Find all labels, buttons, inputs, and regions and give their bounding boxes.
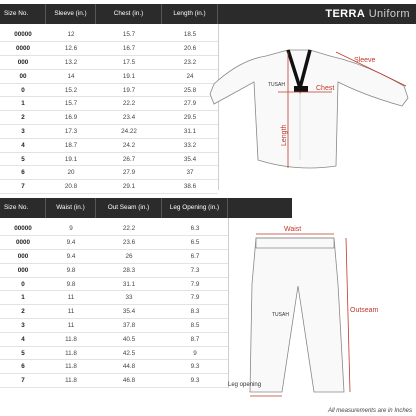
value-cell: 8.5 bbox=[162, 319, 228, 333]
value-cell: 11.8 bbox=[46, 360, 96, 374]
value-cell: 33 bbox=[96, 291, 162, 305]
value-cell: 12 bbox=[46, 28, 96, 42]
jacket-diagram bbox=[206, 42, 416, 182]
chest-label: Chest bbox=[316, 85, 335, 92]
table-row bbox=[0, 291, 228, 305]
value-cell: 9.3 bbox=[162, 360, 228, 374]
header-size-no: Size No. bbox=[0, 198, 46, 218]
value-cell: 27.9 bbox=[96, 166, 162, 180]
size-cell: 6 bbox=[0, 360, 46, 374]
header-out-seam: Out Seam (in.) bbox=[96, 198, 162, 218]
value-cell: 31.1 bbox=[162, 125, 218, 139]
value-cell: 23.6 bbox=[96, 236, 162, 250]
jacket-size-table bbox=[0, 28, 218, 194]
size-cell: 4 bbox=[0, 332, 46, 346]
value-cell: 44.8 bbox=[96, 360, 162, 374]
size-cell: 4 bbox=[0, 138, 46, 152]
table-row bbox=[0, 263, 228, 277]
value-cell: 15.7 bbox=[46, 97, 96, 111]
value-cell: 18.7 bbox=[46, 138, 96, 152]
value-cell: 9.4 bbox=[46, 250, 96, 264]
value-cell: 11.8 bbox=[46, 346, 96, 360]
size-cell: 6 bbox=[0, 166, 46, 180]
table-row bbox=[0, 319, 228, 333]
value-cell: 37 bbox=[162, 166, 218, 180]
value-cell: 20.8 bbox=[46, 180, 96, 194]
table-row bbox=[0, 28, 218, 42]
value-cell: 46.8 bbox=[96, 374, 162, 388]
value-cell: 25.8 bbox=[162, 83, 218, 97]
brand-logo: TERRA Uniform bbox=[325, 8, 410, 20]
table-row bbox=[0, 277, 228, 291]
value-cell: 11.8 bbox=[46, 332, 96, 346]
value-cell: 24.22 bbox=[96, 125, 162, 139]
header-waist: Waist (in.) bbox=[46, 198, 96, 218]
value-cell: 29.5 bbox=[162, 111, 218, 125]
value-cell: 7.9 bbox=[162, 291, 228, 305]
value-cell: 26 bbox=[96, 250, 162, 264]
value-cell: 12.6 bbox=[46, 42, 96, 56]
value-cell: 19.1 bbox=[96, 69, 162, 83]
value-cell: 28.3 bbox=[96, 263, 162, 277]
value-cell: 40.5 bbox=[96, 332, 162, 346]
size-cell: 0000 bbox=[0, 236, 46, 250]
size-cell: 00000 bbox=[0, 222, 46, 236]
svg-text:TUSAH: TUSAH bbox=[272, 312, 289, 318]
jacket-table-header bbox=[0, 4, 416, 24]
value-cell: 11 bbox=[46, 319, 96, 333]
table-row bbox=[0, 250, 228, 264]
value-cell: 20.6 bbox=[162, 42, 218, 56]
value-cell: 7.3 bbox=[162, 263, 228, 277]
value-cell: 31.1 bbox=[96, 277, 162, 291]
size-cell: 3 bbox=[0, 125, 46, 139]
table-row bbox=[0, 166, 218, 180]
value-cell: 9 bbox=[162, 346, 228, 360]
value-cell: 35.4 bbox=[162, 152, 218, 166]
table-row bbox=[0, 374, 228, 388]
length-label: Length bbox=[281, 124, 288, 146]
value-cell: 15.2 bbox=[46, 83, 96, 97]
sleeve-label: Sleeve bbox=[354, 57, 376, 64]
table-row bbox=[0, 222, 228, 236]
value-cell: 33.2 bbox=[162, 138, 218, 152]
size-cell: 000 bbox=[0, 250, 46, 264]
value-cell: 6.3 bbox=[162, 222, 228, 236]
value-cell: 18.5 bbox=[162, 28, 218, 42]
value-cell: 17.3 bbox=[46, 125, 96, 139]
table-row bbox=[0, 152, 218, 166]
value-cell: 20 bbox=[46, 166, 96, 180]
value-cell: 27.9 bbox=[162, 97, 218, 111]
table-row bbox=[0, 236, 228, 250]
size-cell: 000 bbox=[0, 56, 46, 70]
table-row bbox=[0, 83, 218, 97]
value-cell: 19.1 bbox=[46, 152, 96, 166]
measurement-note: All measurements are in Inches bbox=[327, 408, 412, 414]
value-cell: 19.7 bbox=[96, 83, 162, 97]
table-row bbox=[0, 111, 218, 125]
size-cell: 0 bbox=[0, 277, 46, 291]
size-cell: 2 bbox=[0, 111, 46, 125]
size-cell: 5 bbox=[0, 346, 46, 360]
size-cell: 000 bbox=[0, 263, 46, 277]
pants-size-table bbox=[0, 222, 228, 388]
value-cell: 14 bbox=[46, 69, 96, 83]
table-row bbox=[0, 346, 228, 360]
table-row bbox=[0, 56, 218, 70]
value-cell: 8.7 bbox=[162, 332, 228, 346]
value-cell: 23.4 bbox=[96, 111, 162, 125]
value-cell: 22.2 bbox=[96, 97, 162, 111]
table-row bbox=[0, 360, 228, 374]
value-cell: 9.4 bbox=[46, 236, 96, 250]
header-sleeve: Sleeve (in.) bbox=[46, 4, 96, 24]
header-chest: Chest (in.) bbox=[96, 4, 162, 24]
size-cell: 7 bbox=[0, 180, 46, 194]
value-cell: 37.8 bbox=[96, 319, 162, 333]
size-cell: 2 bbox=[0, 305, 46, 319]
header-size-no: Size No. bbox=[0, 4, 46, 24]
value-cell: 11 bbox=[46, 291, 96, 305]
value-cell: 16.7 bbox=[96, 42, 162, 56]
size-cell: 7 bbox=[0, 374, 46, 388]
value-cell: 35.4 bbox=[96, 305, 162, 319]
value-cell: 29.1 bbox=[96, 180, 162, 194]
value-cell: 6.5 bbox=[162, 236, 228, 250]
outseam-label: Outseam bbox=[350, 307, 379, 314]
table-row bbox=[0, 305, 228, 319]
svg-text:TUSAH: TUSAH bbox=[268, 82, 285, 88]
size-cell: 00 bbox=[0, 69, 46, 83]
value-cell: 9.3 bbox=[162, 374, 228, 388]
value-cell: 26.7 bbox=[96, 152, 162, 166]
value-cell: 22.2 bbox=[96, 222, 162, 236]
value-cell: 15.7 bbox=[96, 28, 162, 42]
size-cell: 00000 bbox=[0, 28, 46, 42]
value-cell: 6.7 bbox=[162, 250, 228, 264]
table-row bbox=[0, 97, 218, 111]
table-row bbox=[0, 42, 218, 56]
value-cell: 9.8 bbox=[46, 277, 96, 291]
value-cell: 42.5 bbox=[96, 346, 162, 360]
leg-opening-label: Leg opening bbox=[228, 382, 262, 388]
value-cell: 9 bbox=[46, 222, 96, 236]
value-cell: 13.2 bbox=[46, 56, 96, 70]
value-cell: 7.9 bbox=[162, 277, 228, 291]
value-cell: 24 bbox=[162, 69, 218, 83]
value-cell: 17.5 bbox=[96, 56, 162, 70]
value-cell: 16.9 bbox=[46, 111, 96, 125]
table-row bbox=[0, 125, 218, 139]
value-cell: 23.2 bbox=[162, 56, 218, 70]
size-cell: 1 bbox=[0, 97, 46, 111]
size-cell: 0000 bbox=[0, 42, 46, 56]
value-cell: 24.2 bbox=[96, 138, 162, 152]
table-row bbox=[0, 332, 228, 346]
table-row bbox=[0, 138, 218, 152]
size-cell: 3 bbox=[0, 319, 46, 333]
waist-label: Waist bbox=[284, 226, 302, 233]
table-row bbox=[0, 180, 218, 194]
size-cell: 5 bbox=[0, 152, 46, 166]
value-cell: 9.8 bbox=[46, 263, 96, 277]
value-cell: 8.3 bbox=[162, 305, 228, 319]
size-cell: 0 bbox=[0, 83, 46, 97]
pants-diagram bbox=[222, 224, 379, 404]
value-cell: 11 bbox=[46, 305, 96, 319]
table-row bbox=[0, 69, 218, 83]
header-length: Length (in.) bbox=[162, 4, 218, 24]
value-cell: 38.6 bbox=[162, 180, 218, 194]
value-cell: 11.8 bbox=[46, 374, 96, 388]
header-leg-opening: Leg Opening (in.) bbox=[162, 198, 228, 218]
size-cell: 1 bbox=[0, 291, 46, 305]
pants-table-header bbox=[0, 198, 292, 218]
